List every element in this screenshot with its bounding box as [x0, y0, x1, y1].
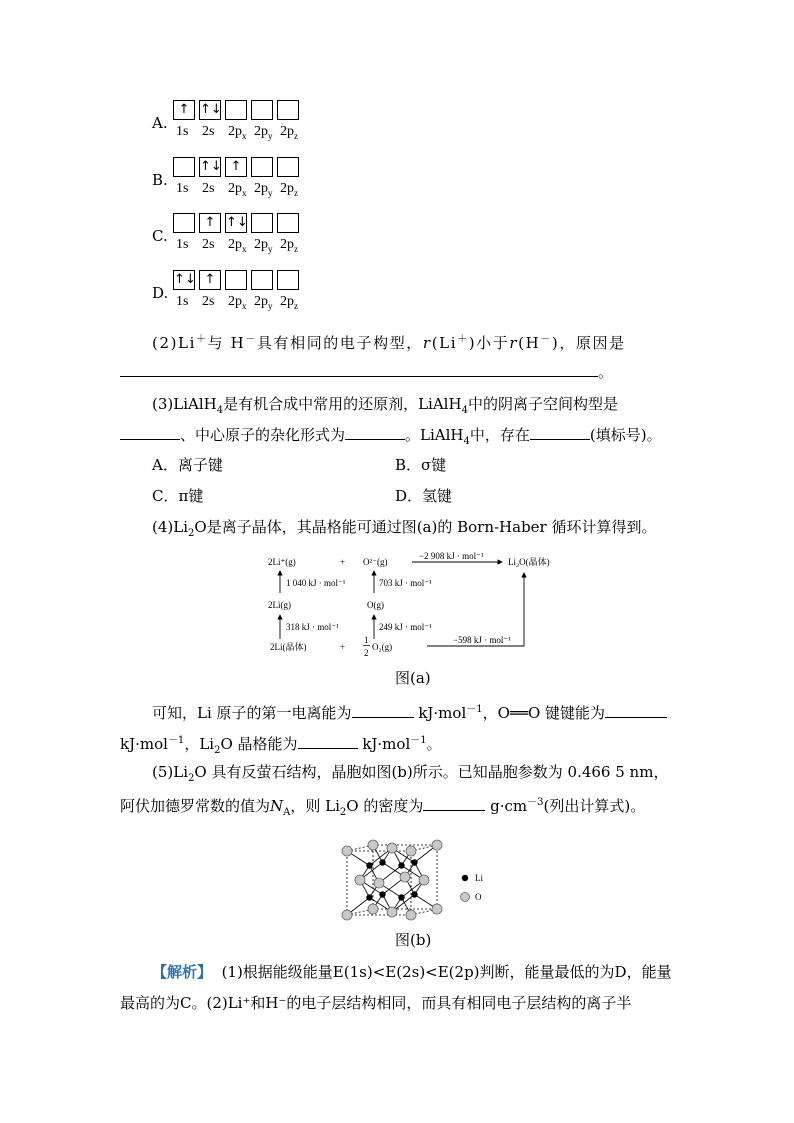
unit-cell-diagram [335, 823, 500, 923]
li-atom [398, 862, 404, 868]
q3-option-d: D．氢键 [395, 487, 453, 505]
analysis-text: 最高的为C。(2)Li⁺和H⁻的电子层结构相同，而具有相同电子层结构的离子半 [120, 994, 632, 1012]
bh-o2-ion: O²⁻(g) [363, 557, 388, 567]
q5-text: (列出计算式)。 [543, 797, 646, 815]
figure-b-caption: 图(b) [395, 931, 432, 949]
q2-r: r [422, 334, 432, 352]
q4-unit: kJ·mol [120, 735, 168, 753]
q3-sub: 4 [461, 405, 468, 416]
q2-r: r [509, 334, 519, 352]
orbital-box [251, 100, 273, 120]
legend-o-dot [461, 893, 470, 902]
q4-text: 可知，Li 原子的第一电离能为 [152, 704, 352, 722]
orbital-box: ↑ [173, 100, 195, 120]
bh-2li-crystal: 2Li(晶体) [270, 642, 307, 652]
q5-na: N [270, 797, 284, 815]
q5-sub: 2 [188, 773, 195, 784]
orbital-label: $2p_x$ [228, 124, 247, 141]
orbital-box: ↑ [225, 157, 247, 177]
q3-text: 。LiAlH [405, 426, 464, 444]
q3-text: (填标号)。 [589, 426, 662, 444]
o-atom [406, 846, 416, 856]
orbital-label: $2p_x$ [228, 181, 247, 198]
li-atom [366, 862, 372, 868]
orbital-box [173, 157, 195, 177]
orbital-label: $2p_z$ [280, 181, 298, 198]
bh-dissociation-value: 249 kJ · mol⁻¹ [379, 622, 432, 632]
q3-sub: 4 [463, 436, 470, 447]
answer-blank[interactable] [120, 439, 180, 440]
o-atom [368, 904, 378, 914]
o-atom [419, 875, 429, 885]
orbital-option-b [152, 157, 322, 201]
q2-sup: － [540, 334, 552, 345]
orbital-box [277, 213, 299, 233]
q4-unit-sup: －1 [466, 704, 483, 715]
orbital-label: $2p_y$ [254, 181, 273, 198]
orbital-label: $2p_z$ [280, 237, 298, 254]
li-atom [379, 891, 385, 897]
q5-text: (5)Li [152, 763, 189, 781]
q5-unit-sup: －3 [527, 797, 544, 808]
q5-text: ，则 Li [290, 797, 340, 815]
orbital-box: ↑↓ [225, 213, 247, 233]
answer-blank[interactable] [423, 810, 485, 811]
q2-text: (2)Li [152, 334, 197, 352]
q5-text: O 具有反萤石结构，晶胞如图(b)所示。已知晶胞参数为 0.466 5 nm， [194, 763, 669, 781]
answer-blank[interactable] [120, 376, 598, 377]
o-atom [342, 846, 352, 856]
bh-2li-gas: 2Li(g) [268, 600, 291, 610]
q4-line2 [152, 700, 667, 723]
q3-text: 、中心原子的杂化形式为 [180, 426, 346, 444]
o-atom [387, 907, 397, 917]
q2-sup: ＋ [196, 334, 208, 345]
answer-blank[interactable] [352, 717, 414, 718]
orbital-box [251, 213, 273, 233]
q4-line3 [120, 731, 442, 761]
q3-option-b: B．σ键 [395, 456, 447, 474]
bh-plus: + [340, 642, 346, 652]
q2-text: (Li [431, 334, 458, 352]
orbital-label: $2p_z$ [280, 294, 298, 311]
orbital-label: 2s [202, 181, 215, 196]
q2-text: 具有相同的电子构型， [256, 334, 423, 352]
orbital-label: 1s [176, 181, 189, 196]
q4-text: (4)Li [152, 518, 189, 536]
q3-option-c: C．π键 [152, 487, 204, 505]
orbital-box: ↑↓ [199, 157, 221, 177]
orbital-box [225, 270, 247, 290]
q4-text: O 晶格能为 [220, 735, 298, 753]
orbital-label: $2p_z$ [280, 124, 298, 141]
q5-na-sub: A [283, 807, 291, 818]
orbital-box [251, 270, 273, 290]
q4-text: ，O══O 键键能为 [482, 704, 606, 722]
orbital-label: 2s [202, 294, 215, 309]
answer-blank[interactable] [605, 717, 667, 718]
born-haber-diagram [262, 545, 562, 660]
q2-text: )小于 [468, 334, 510, 352]
bh-formation-value: −598 kJ · mol⁻¹ [453, 635, 511, 645]
orbital-option-c [152, 213, 322, 257]
bh-ionization-value: 1 040 kJ · mol⁻¹ [286, 578, 346, 588]
q3-text: 是有机合成中常用的还原剂，LiAlH [223, 395, 462, 413]
q2-sup: ＋ [457, 334, 469, 345]
q5-line2 [120, 793, 645, 823]
bh-half-denominator: 2 [364, 648, 369, 658]
orbital-box: ↑↓ [173, 270, 195, 290]
q5-text: O 的密度为 [346, 797, 424, 815]
orbital-label: $2p_y$ [254, 237, 273, 254]
q5-text: 阿伏加德罗常数的值为 [120, 797, 271, 815]
orbital-option-a [152, 100, 322, 144]
orbital-label: $2p_x$ [228, 237, 247, 254]
orbital-label: $2p_y$ [254, 124, 273, 141]
q2-text: )，原因是 [551, 334, 626, 352]
q3-line1 [152, 394, 618, 421]
q3-option-a: A．离子键 [152, 456, 223, 474]
answer-blank[interactable] [345, 439, 405, 440]
q5-line1 [152, 762, 668, 789]
o-atom [355, 875, 365, 885]
orbital-box [277, 100, 299, 120]
orbital-label: $2p_x$ [228, 294, 247, 311]
orbital-box [225, 100, 247, 120]
q4-text: O是离子晶体，其晶格能可通过图(a)的 Born-Haber 循环计算得到。 [194, 518, 657, 536]
q4-sub: 2 [214, 745, 221, 756]
q3-text: (3)LiAlH [152, 395, 217, 413]
figure-a-caption: 图(a) [395, 669, 431, 687]
q5-sub: 2 [339, 807, 347, 818]
orbital-box: ↑↓ [199, 100, 221, 120]
q2-line [152, 330, 626, 353]
q2-end: 。 [598, 363, 614, 381]
q2-text: 与 H [207, 334, 246, 352]
q4-unit: kJ·mol [418, 704, 467, 722]
q5-unit: g·cm [490, 797, 528, 815]
li-atom [379, 859, 385, 865]
legend-li-dot [462, 875, 468, 881]
answer-blank[interactable] [298, 748, 358, 749]
q4-unit: kJ·mol [362, 735, 411, 753]
bh-half-numerator: 1 [364, 635, 369, 645]
analysis-text: (1)根据能级能量E(1s)<E(2s)<E(2p)判断，能量最低的为D，能量 [221, 963, 672, 981]
orbital-label: 1s [176, 124, 189, 139]
option-letter: D. [152, 284, 169, 302]
analysis-line1 [152, 962, 672, 982]
q4-unit-sup: －1 [167, 735, 185, 746]
bh-2li-ion: 2Li⁺(g) [268, 557, 296, 567]
o-atom [342, 910, 352, 920]
q4-line1 [152, 517, 657, 544]
analysis-tag: 【解析】 [152, 963, 213, 981]
answer-blank[interactable] [530, 439, 590, 440]
bh-electron-affinity-value: 703 kJ · mol⁻¹ [379, 578, 432, 588]
li-atom [411, 891, 417, 897]
q2-answer-line [120, 362, 613, 382]
q3-sub: 4 [216, 405, 224, 416]
o-atom [387, 843, 397, 853]
orbital-box: ↑ [199, 270, 221, 290]
o-atom [368, 840, 378, 850]
o-atom [432, 904, 442, 914]
option-letter: C. [152, 227, 168, 245]
orbital-label: 1s [176, 237, 189, 252]
option-letter: A. [152, 114, 168, 132]
q4-text: ，Li [184, 735, 215, 753]
orbital-label: $2p_y$ [254, 294, 273, 311]
bh-o-gas: O(g) [367, 600, 384, 610]
bh-o2-gas: O₂(g) [372, 642, 393, 652]
o-atom [374, 878, 384, 888]
bh-plus: + [340, 557, 346, 567]
q4-unit-sup: －1 [410, 735, 427, 746]
orbital-box [173, 213, 195, 233]
bh-li2o-crystal: Li₂O(晶体) [508, 557, 550, 567]
q3-text: 中的阴离子空间构型是 [467, 395, 618, 413]
orbital-label: 1s [176, 294, 189, 309]
o-atom [400, 872, 410, 882]
o-atom [406, 910, 416, 920]
orbital-label: 2s [202, 124, 215, 139]
orbital-box [251, 157, 273, 177]
q2-text: (H [518, 334, 541, 352]
o-atom [432, 840, 442, 850]
q2-sup: － [245, 334, 257, 345]
q3-line2 [120, 425, 662, 452]
li-atom [411, 859, 417, 865]
legend-li-label: Li [475, 873, 483, 883]
bh-sublimation-value: 318 kJ · mol⁻¹ [286, 622, 339, 632]
q3-text: 中，存在 [469, 426, 530, 444]
orbital-label: 2s [202, 237, 215, 252]
option-letter: B. [152, 171, 168, 189]
legend-o-label: O [475, 892, 482, 902]
q4-text: 。 [426, 735, 442, 753]
orbital-box [277, 157, 299, 177]
q4-sub: 2 [188, 528, 195, 539]
li-atom [366, 894, 372, 900]
li-atom [398, 894, 404, 900]
orbital-box [277, 270, 299, 290]
orbital-box: ↑ [199, 213, 221, 233]
orbital-option-d [152, 270, 322, 314]
bh-lattice-value: −2 908 kJ · mol⁻¹ [419, 551, 484, 561]
